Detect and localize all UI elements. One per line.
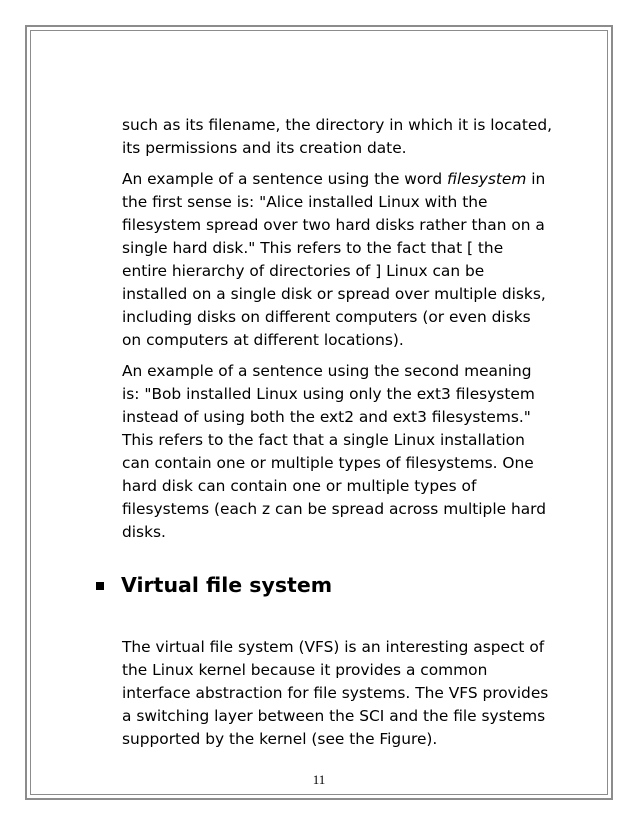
section-paragraph: The virtual file system (VFS) is an interesting aspect of the Linux kernel because it provides a common interface abstraction for file systems. The VFS provides a switching layer between the SCI and the file systems supported by the kernel (see the Figure). — [122, 638, 549, 748]
section-heading-text: Virtual file system — [121, 573, 333, 597]
paragraph-2 — [122, 168, 552, 352]
section-body — [122, 636, 552, 759]
emphasized-term: filesystem — [447, 170, 527, 188]
page-number: 11 — [312, 772, 326, 787]
body-text — [122, 114, 552, 552]
section-heading — [96, 570, 546, 600]
paragraph-1: such as its filename, the directory in which it is located, its permissions and its creation date. — [122, 116, 552, 157]
paragraph-2-start: An example of a sentence using the word — [122, 170, 448, 188]
square-bullet-icon — [96, 582, 104, 590]
paragraph-3: An example of a sentence using the second meaning is: "Bob installed Linux using only the ext3 filesystem instead of using both the ext2 and ext3 filesystems." This refers to the fact that a single Linux installation can contain one or multiple types of filesystems. One hard disk can contain one or multiple types of filesystems (each z can be spread across multiple hard disks. — [122, 362, 546, 541]
paragraph-2-rest: in the first sense is: "Alice installed Linux with the filesystem spread over two hard disks rather than on a single hard disk." This refers to the fact that [ the entire hierarchy of directories of ] Linux can be installed on a single disk or spread over multiple disks, including disks on different computers (or even disks on computers at different locations). — [122, 170, 546, 349]
